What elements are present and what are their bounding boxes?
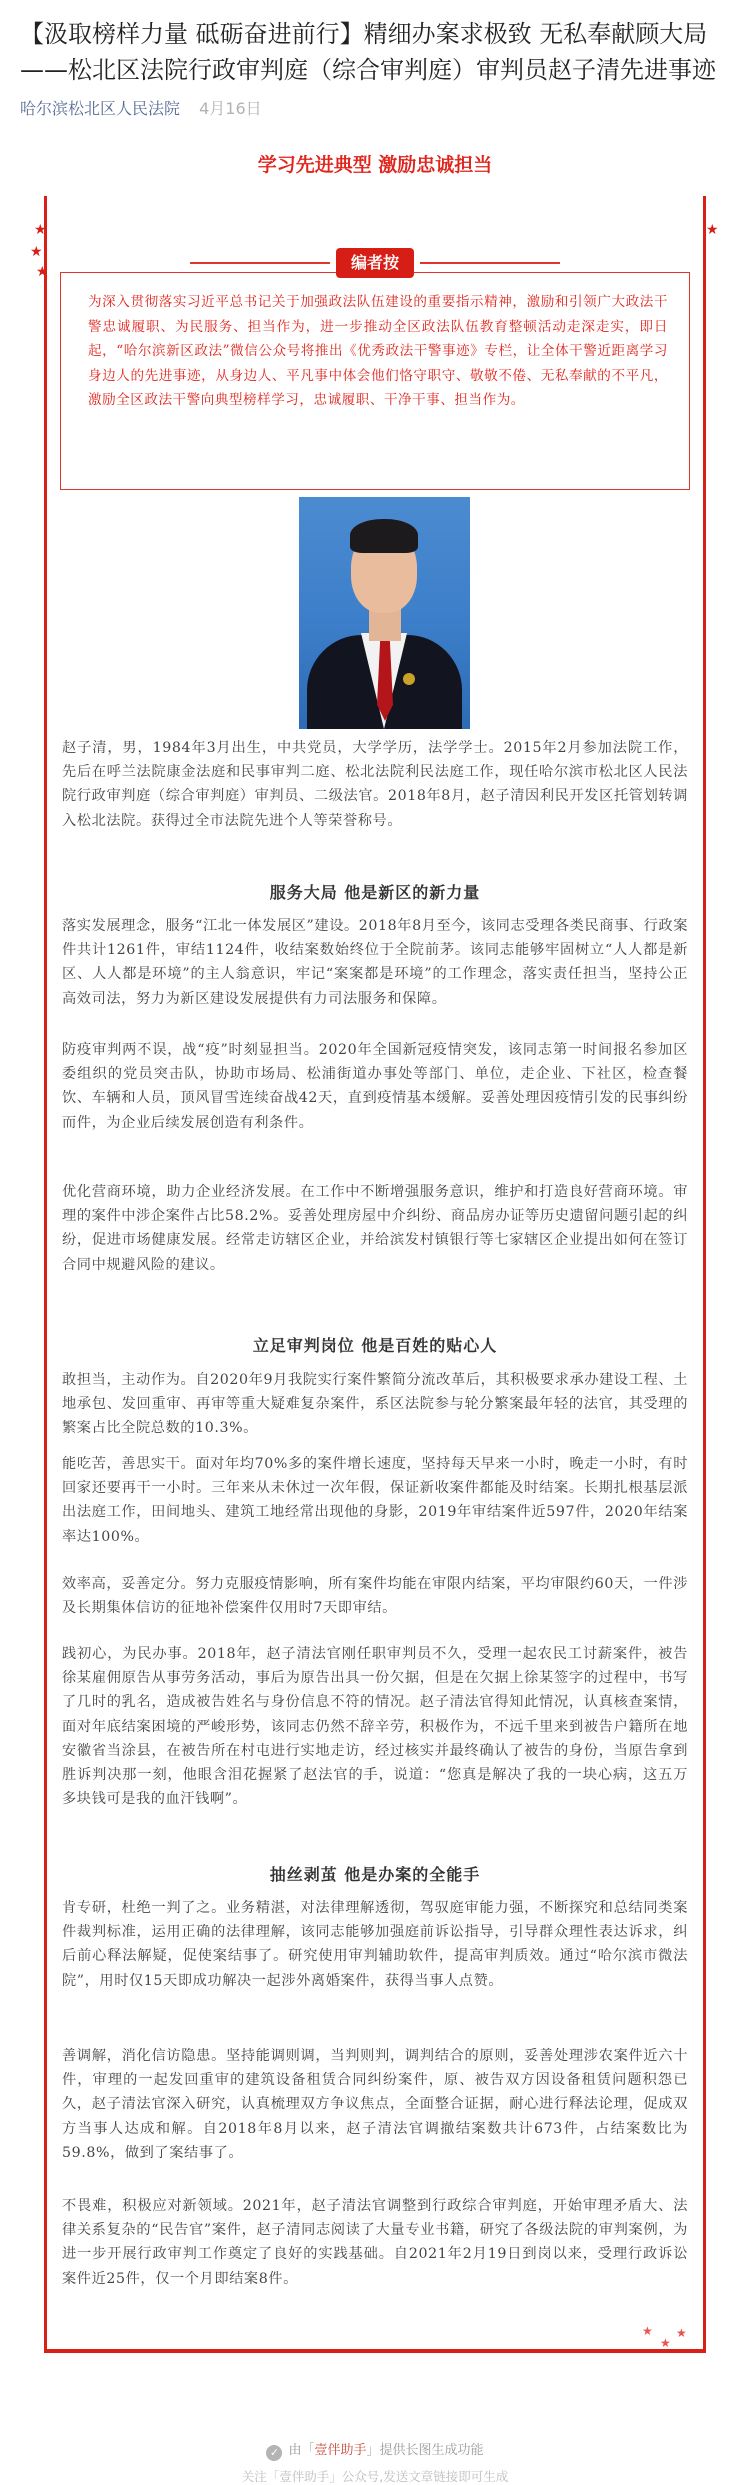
paragraph: 践初心，为民办事。2018年，赵子清法官刚任职审判员不久，受理一起农民工讨薪案件，被告徐某雇佣原告从事劳务活动，事后为原告出具一份欠据，但是在欠据上徐某签字的过程中，书写了几时的乳名，造成被告姓名与身份信息不符的情况。赵子清法官得知此情况，认真核查案情，面对年底结案困境的严峻形势，该同志仍然不辞辛劳，积极作为，不远千里来到被告户籍所在地安徽省当涂县，在被告所在村屯进行实地走访，经过核实并最终确认了被告的身份，当原告拿到胜诉判决那一刻，他眼含泪花握紧了赵法官的手，说道：“您真是解决了我的一块心病，这五万多块钱可是我的血汗钱啊”。 [62, 1646, 688, 1808]
section-heading: 立足审判岗位 他是百姓的贴心人 [252, 1336, 498, 1355]
slogan: 学习先进典型 激励忠诚担当 [257, 154, 493, 176]
paragraph: 不畏难，积极应对新领域。2021年，赵子清法官调整到行政综合审判庭，开始审理矛盾大、法律关系复杂的“民告官”案件，赵子清同志阅读了大量专业书籍，研究了各级法院的审判案例，为进一步开展行政审判工作奠定了良好的实践基础。自2021年2月19日到岗以来，受理行政诉讼案件近25件，仅一个月即结案8件。 [62, 2198, 688, 2287]
star-icon: ★ [36, 264, 49, 280]
brand-name: 壹伴助手 [314, 2443, 367, 2458]
star-icon: ★ [34, 222, 47, 238]
article-meta [20, 96, 262, 119]
star-icon: ★ [30, 244, 43, 260]
paragraph: 效率高，妥善定分。努力克服疫情影响，所有案件均能在审限内结案，平均审限约60天，一件涉及长期集体信访的征地补偿案件仅用时7天即审结。 [62, 1576, 688, 1617]
paragraph: 能吃苦，善思实干。面对年均70%多的案件增长速度，坚持每天早来一小时，晚走一小时，有时回家还要再干一小时。三年来从未休过一次年假，保证新收案件都能及时结案。长期扎根基层派出法庭工作，田间地头、建筑工地经常出现他的身影，2019年审结案件近597件，2020年结案率达100%。 [62, 1456, 688, 1545]
paragraph: 优化营商环境，助力企业经济发展。在工作中不断增强服务意识，维护和打造良好营商环境。审理的案件中涉企案件占比58.2%。妥善处理房屋中介纠纷、商品房办证等历史遗留问题引起的纠纷，促进市场健康发展。经常走访辖区企业，并给滨发村镇银行等七家辖区企业提出如何在签订合同中规避风险的建议。 [62, 1184, 688, 1273]
star-icon: ★ [706, 222, 719, 238]
paragraph: 善调解，消化信访隐患。坚持能调则调，当判则判，调判结合的原则，妥善处理涉农案件近六十件，审理的一起发回重审的建筑设备租赁合同纠纷案件，原、被告双方因设备租赁问题积怨已久，赵子清法官深入研究，认真梳理双方争议焦点，全面整合证据，耐心进行释法论理，促成双方当事人达成和解。自2018年8月以来，赵子清法官调撤结案数共计673件，占结案数比为59.8%，做到了案结事了。 [62, 2048, 688, 2161]
star-icon: ★ [660, 2336, 671, 2350]
paragraph: 落实发展理念，服务“江北一体发展区”建设。2018年8月至今，该同志受理各类民商事、行政案件共计1261件，审结1124件，收结案数始终位于全院前茅。该同志能够牢固树立“人人都是新区、人人都是环境”的主人翁意识，牢记“案案都是环境”的工作理念，落实责任担当，坚持公正高效司法，努力为新区建设发展提供有力司法服务和保障。 [62, 918, 688, 1007]
portrait-photo [299, 497, 470, 729]
star-icon: ★ [676, 2326, 687, 2340]
editor-note-tab: 编者按 [336, 248, 414, 278]
article-title: 【汲取榜样力量 砥砺奋进前行】精细办案求极致 无私奉献顾大局 ——松北区法院行政审判庭（综合审判庭）审判员赵子清先进事迹 [20, 20, 716, 84]
account-link[interactable]: 哈尔滨松北区人民法院 [20, 99, 181, 118]
intro-paragraph: 赵子清，男，1984年3月出生，中共党员，大学学历，法学学士。2015年2月参加法院工作，先后在呼兰法院康金法庭和民事审判二庭、松北法院利民法庭工作，现任哈尔滨市松北区人民法院行政审判庭（综合审判庭）审判员、二级法官。2018年8月，赵子清因利民开发区托管划转调入松北法院。获得过全市法院先进个人等荣誉称号。 [62, 740, 688, 829]
brand-logo-icon: ✓ [266, 2445, 282, 2461]
publish-date: 4月16日 [199, 99, 262, 118]
editor-note-text: 为深入贯彻落实习近平总书记关于加强政法队伍建设的重要指示精神，激励和引领广大政法干警忠诚履职、为民服务、担当作为，进一步推动全区政法队伍教育整顿活动走深走实，即日起，“哈尔滨新区政法”微信公众号将推出《优秀政法干警事迹》专栏，让全体干警近距离学习身边人的先进事迹，从身边人、平凡事中体会他们恪守职守、敬敬不倦、无私奉献的不平凡，激励全区政法干警向典型榜样学习，忠诚履职、干净干事、担当作为。 [88, 294, 668, 408]
paragraph: 防疫审判两不误，战“疫”时刻显担当。2020年全国新冠疫情突发，该同志第一时间报名参加区委组织的党员突击队，协助市场局、松浦街道办事处等部门、单位，走企业、下社区，检查餐饮、车辆和人员，顶风冒雪连续奋战42天，直到疫情基本缓解。妥善处理因疫情引发的民事纠纷而件，为企业后续发展创造有利条件。 [62, 1042, 688, 1131]
star-icon: ★ [642, 2324, 653, 2338]
section-heading: 抽丝剥茧 他是办案的全能手 [269, 1865, 481, 1884]
red-frame-bottom [44, 2349, 706, 2353]
footer-generator-note: ✓ 由「壹伴助手」提供长图生成功能 [0, 2439, 750, 2461]
paragraph: 敢担当，主动作为。自2020年9月我院实行案件繁简分流改革后，其积极要求承办建设工程、土地承包、发回重审、再审等重大疑难复杂案件，系区法院参与轮分繁案最年轻的法官，其受理的繁案占比全院总数的10.3%。 [62, 1372, 688, 1437]
footer-follow-note: 关注「壹伴助手」公众号,发送文章链接即可生成 [241, 2469, 509, 2484]
paragraph: 肯专研，杜绝一判了之。业务精湛，对法律理解透彻，驾驭庭审能力强，不断探究和总结同类案件裁判标准，运用正确的法律理解，该同志能够加强庭前诉讼指导，引导群众理性表达诉求，纠后前心释法解疑，促使案结事了。研究使用审判辅助软件，提高审判质效。通过“哈尔滨市微法院”，用时仅15天即成功解决一起涉外离婚案件，获得当事人点赞。 [62, 1900, 688, 1989]
section-heading: 服务大局 他是新区的新力量 [269, 883, 481, 902]
